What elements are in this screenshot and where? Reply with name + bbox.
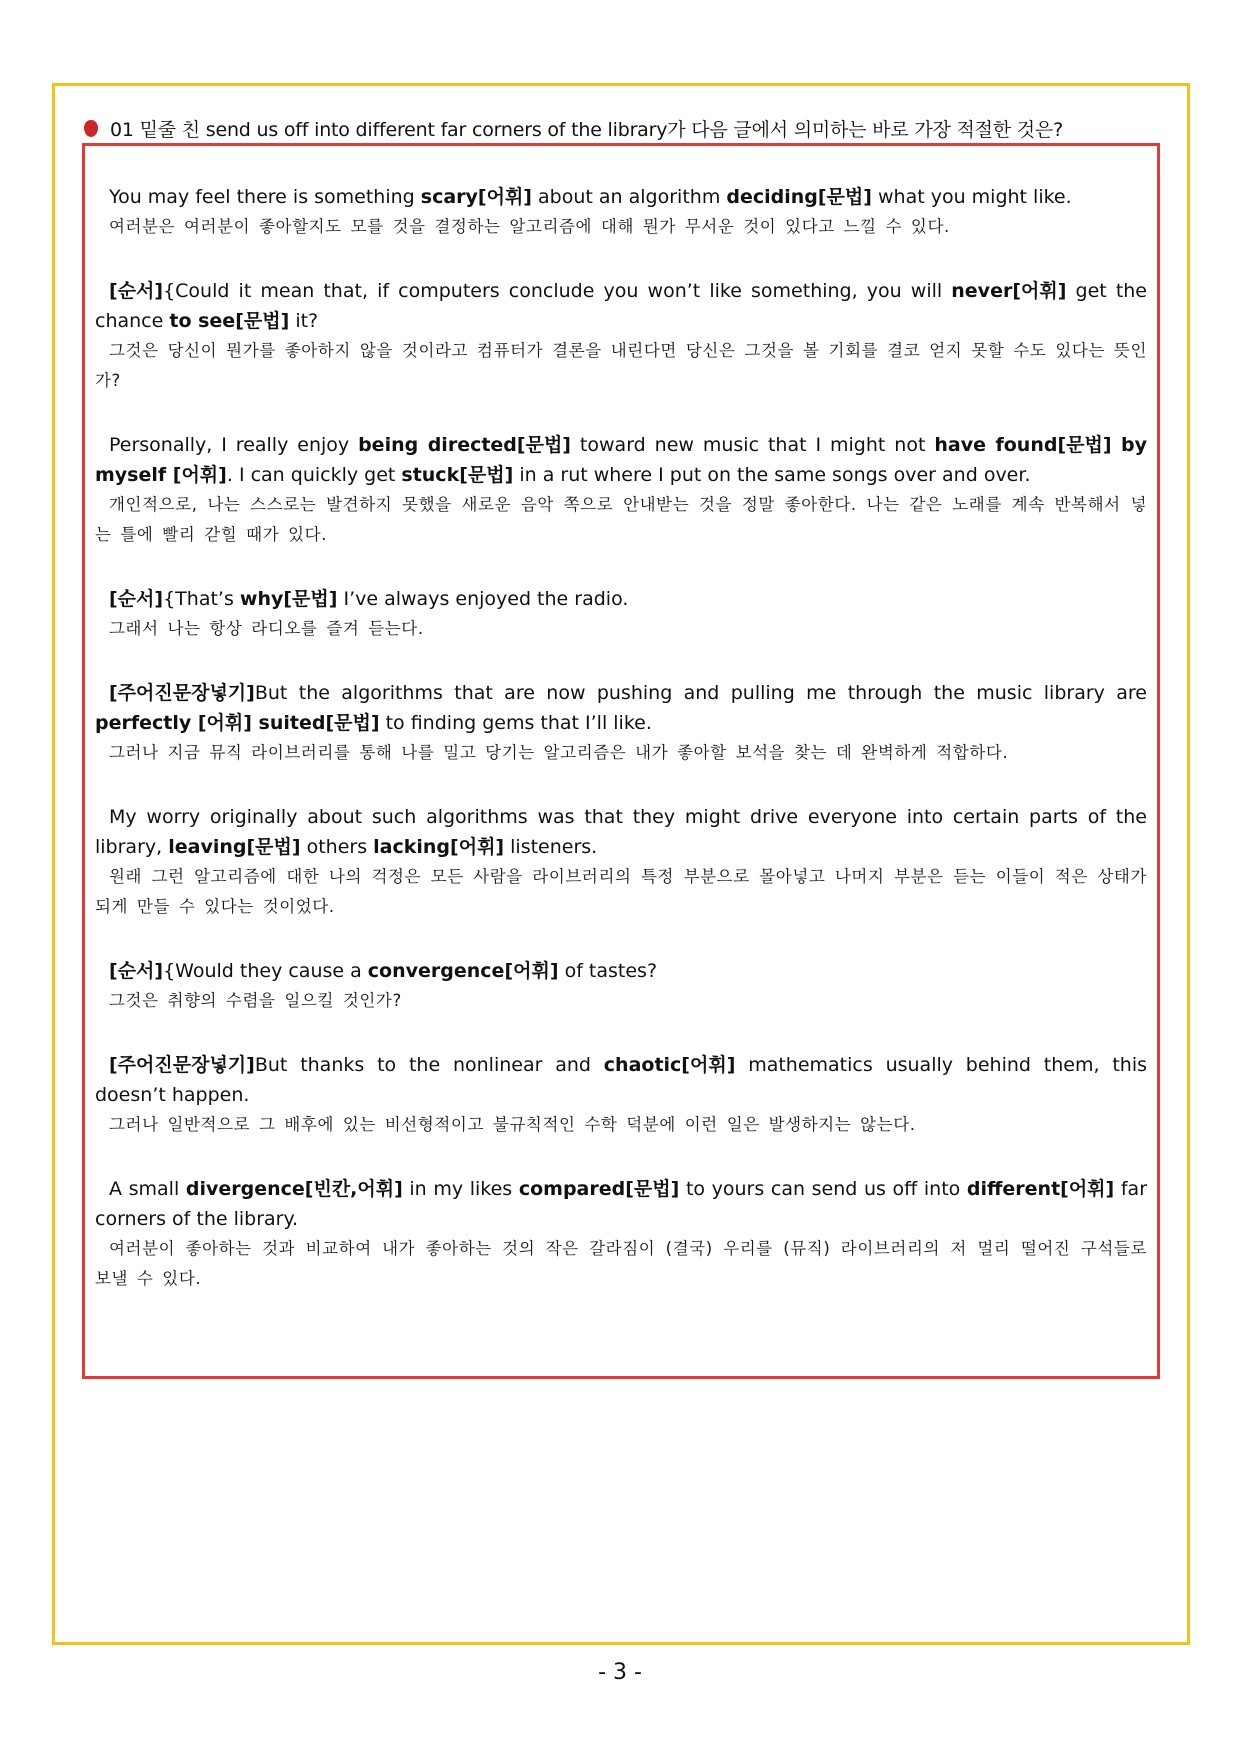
annotated-term: leaving[문법] [168, 836, 301, 858]
korean-translation: 원래 그런 알고리즘에 대한 나의 걱정은 모든 사람을 라이브러리의 특정 부분으로 몰아넣고 나머지 부분은 듣는 이들이 적은 상태가 되게 만들 수 있다는 것이었다. [95, 867, 1147, 916]
sentence-text: mathematics usually behind them, this doesn’t happen. [95, 1054, 1147, 1106]
passage-paragraph [95, 1174, 1147, 1294]
annotated-term: [주어진문장넣기] [109, 682, 255, 704]
annotated-term: stuck[문법] [401, 464, 514, 486]
sentence-text: toward new music that I might not [571, 434, 935, 456]
sentence-text: to finding gems that I’ll like. [379, 712, 652, 734]
sentence-text: it? [289, 310, 319, 332]
sentence-text: {Could it mean that, if computers conclude you won’t like something, you will [163, 280, 952, 302]
annotated-term: lacking[어휘] [373, 836, 505, 858]
sentence-text: A small [109, 1178, 186, 1200]
passage-paragraph [95, 276, 1147, 396]
annotated-term: why[문법] [239, 588, 338, 610]
passage-box [82, 143, 1160, 1379]
korean-translation: 개인적으로, 나는 스스로는 발견하지 못했을 새로운 음악 쪽으로 안내받는 것을 정말 좋아한다. 나는 같은 노래를 계속 반복해서 넣는 틀에 빨리 갇힐 때가 있다. [95, 495, 1147, 544]
sentence-text: get the chance [95, 280, 1147, 332]
passage-paragraph [95, 1050, 1147, 1140]
english-sentence [95, 276, 1147, 336]
sentence-text: You may feel there is something [109, 186, 421, 208]
korean-translation: 그러나 일반적으로 그 배후에 있는 비선형적이고 불규칙적인 수학 덕분에 이런 일은 발생하지는 않는다. [109, 1115, 916, 1134]
english-sentence [95, 430, 1147, 490]
english-sentence [95, 956, 1147, 986]
english-sentence [95, 1174, 1147, 1234]
english-sentence [95, 182, 1147, 212]
sentence-text: . I can quickly get [226, 464, 402, 486]
sentence-text: in my likes [402, 1178, 519, 1200]
question-header [84, 113, 1164, 143]
annotated-term: chaotic[어휘] [603, 1054, 736, 1076]
sentence-text: {Would they cause a [163, 960, 368, 982]
annotated-term: [순서] [109, 280, 164, 302]
english-sentence [95, 584, 1147, 614]
annotated-term: different[어휘] [966, 1178, 1115, 1200]
sentence-text: others [300, 836, 374, 858]
annotated-term: have found[문법] by myself [어휘] [95, 434, 1148, 486]
sentence-text: But the algorithms that are now pushing and pulling me through the music library are [254, 682, 1147, 704]
english-sentence [95, 1050, 1147, 1110]
sentence-text: to yours can send us off into [679, 1178, 967, 1200]
korean-translation: 여러분은 여러분이 좋아할지도 모를 것을 결정하는 알고리즘에 대해 뭔가 무서운 것이 있다고 느낄 수 있다. [109, 217, 950, 236]
strawberry-icon [84, 120, 98, 137]
sentence-text: Personally, I really enjoy [109, 434, 359, 456]
sentence-text: about an algorithm [532, 186, 727, 208]
english-sentence [95, 802, 1147, 862]
page-number: - 3 - [598, 1660, 642, 1685]
sentence-text: {That’s [163, 588, 240, 610]
annotated-term: [순서] [109, 588, 164, 610]
korean-translation: 그것은 당신이 뭔가를 좋아하지 않을 것이라고 컴퓨터가 결론을 내린다면 당신은 그것을 볼 기회를 결코 얻지 못할 수도 있다는 뜻인가? [95, 341, 1147, 390]
annotated-term: divergence[빈칸,어휘] [185, 1178, 403, 1200]
passage-paragraph [95, 584, 1147, 644]
annotated-term: compared[문법] [518, 1178, 680, 1200]
question-text: 01 밑줄 친 send us off into different far corners of the library가 다음 글에서 의미하는 바로 가장 적절한 것은? [110, 118, 1063, 141]
annotated-term: to see[문법] [169, 310, 290, 332]
annotated-term: [주어진문장넣기] [109, 1054, 255, 1076]
annotated-term: deciding[문법] [726, 186, 872, 208]
sentence-text: listeners. [504, 836, 598, 858]
sentence-text: of tastes? [558, 960, 658, 982]
annotated-term: being directed[문법] [358, 434, 571, 456]
english-sentence [95, 678, 1147, 738]
sentence-text: But thanks to the nonlinear and [254, 1054, 604, 1076]
annotated-term: perfectly [어휘] suited[문법] [95, 712, 380, 734]
korean-translation: 그래서 나는 항상 라디오를 즐겨 듣는다. [109, 619, 424, 638]
passage-paragraph [95, 956, 1147, 1016]
annotated-term: convergence[어휘] [367, 960, 559, 982]
korean-translation: 그것은 취향의 수렴을 일으킬 것인가? [109, 991, 402, 1010]
annotated-term: [순서] [109, 960, 164, 982]
sentence-text: I’ve always enjoyed the radio. [337, 588, 629, 610]
sentence-text: in a rut where I put on the same songs over and over. [513, 464, 1031, 486]
sentence-text: far corners of the library. [95, 1178, 1148, 1230]
annotated-term: never[어휘] [951, 280, 1067, 302]
passage-paragraph [95, 430, 1147, 550]
passage-paragraph [95, 802, 1147, 922]
passage-paragraph [95, 678, 1147, 768]
korean-translation: 그러나 지금 뮤직 라이브러리를 통해 나를 밀고 당기는 알고리즘은 내가 좋아할 보석을 찾는 데 완벽하게 적합하다. [109, 743, 1009, 762]
annotated-term: scary[어휘] [420, 186, 532, 208]
korean-translation: 여러분이 좋아하는 것과 비교하여 내가 좋아하는 것의 작은 갈라짐이 (결국) 우리를 (뮤직) 라이브러리의 저 멀리 떨어진 구석들로 보낼 수 있다. [95, 1239, 1147, 1288]
passage-paragraph [95, 182, 1147, 242]
sentence-text: My worry originally about such algorithms was that they might drive everyone into certain parts of the library, [95, 806, 1147, 858]
sentence-text: what you might like. [871, 186, 1072, 208]
